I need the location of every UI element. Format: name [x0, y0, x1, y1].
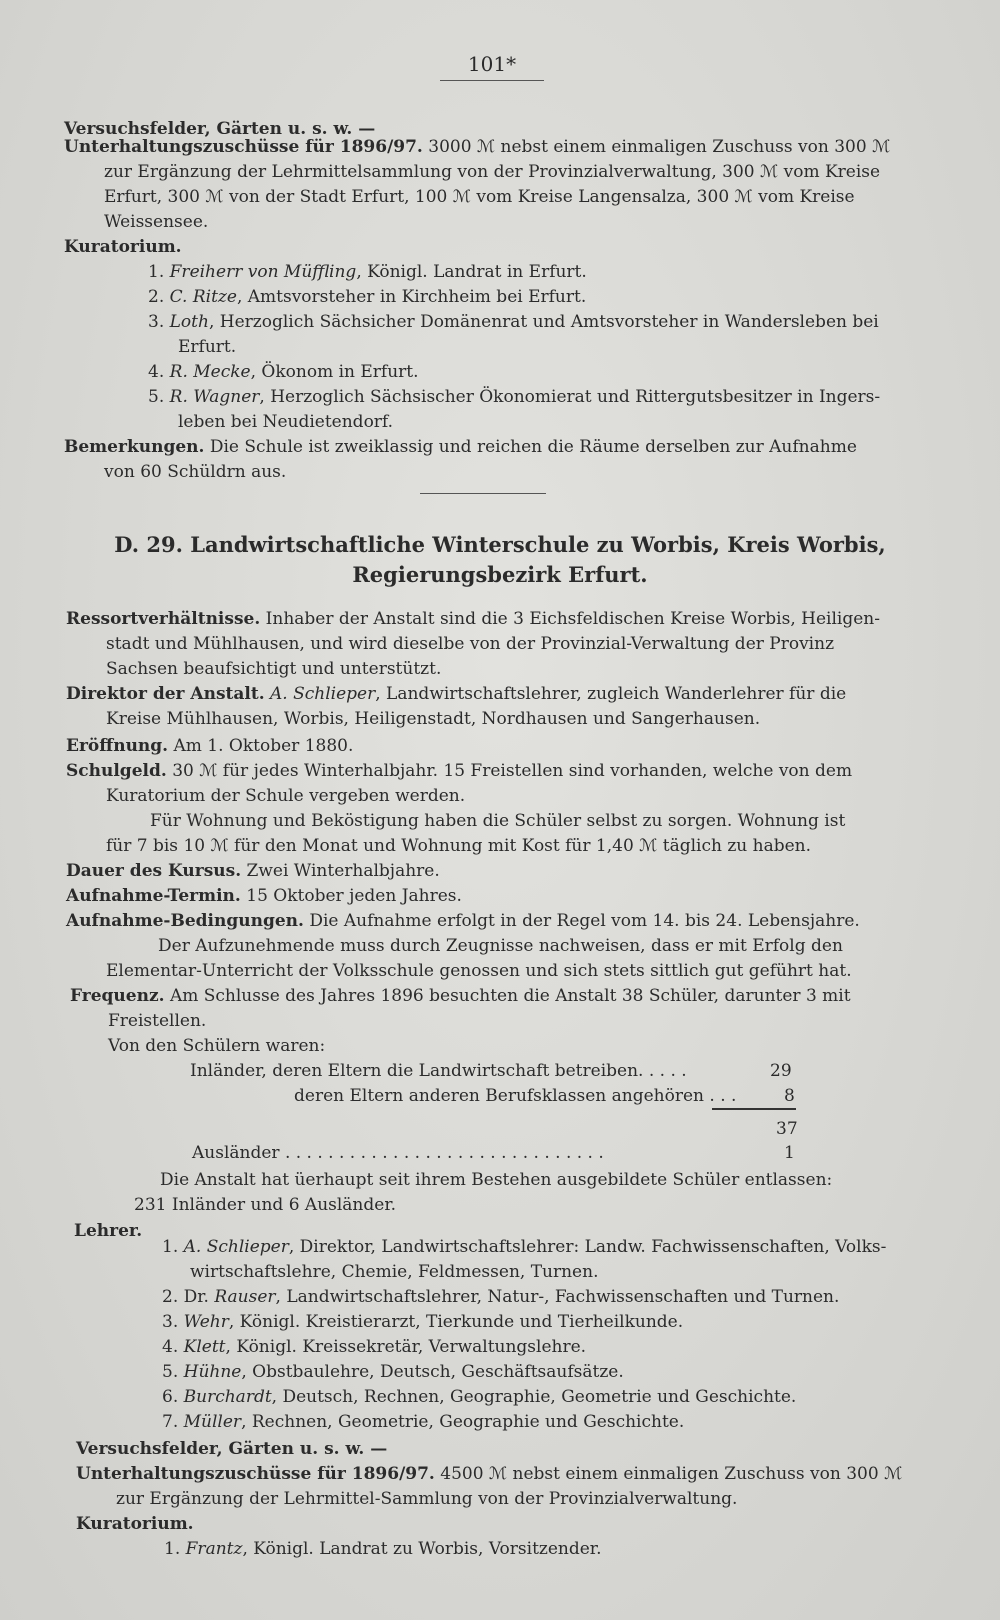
item-number: 5. — [162, 1362, 179, 1382]
person-name: Frantz — [185, 1539, 243, 1559]
schulgeld-line-2: Kuratorium der Schule vergeben werden. — [106, 786, 466, 806]
kuratorium-item — [148, 359, 419, 385]
versuchsfelder-heading-2: Versuchsfelder, Gärten u. s. w. — — [76, 1439, 388, 1459]
frequenz-line-1 — [70, 983, 851, 1009]
item-text: , Königl. Landrat zu Worbis, Vorsitzender. — [242, 1539, 602, 1559]
item-number: 3. — [148, 312, 165, 332]
lehrer-item — [162, 1234, 886, 1260]
item-text: , Königl. Kreissekretär, Verwaltungslehre. — [225, 1337, 587, 1357]
ressort-line-3: Sachsen beaufsichtigt und unterstützt. — [106, 659, 442, 679]
item-text: , Königl. Kreistierarzt, Tierkunde und Tierheilkunde. — [228, 1312, 684, 1332]
schulgeld-label: Schulgeld. — [66, 761, 167, 781]
item-number: 1. — [162, 1237, 179, 1257]
lehrer-item — [162, 1359, 624, 1385]
item-number: 4. — [148, 362, 165, 382]
frequenz-text: Am Schlusse des Jahres 1896 besuchten die Anstalt 38 Schüler, darunter 3 mit — [169, 986, 851, 1006]
frequenz-line-2: Freistellen. — [108, 1011, 207, 1031]
direktor-line-1 — [66, 681, 846, 707]
table-subtotal: 37 — [776, 1119, 798, 1139]
ressort-line-1 — [66, 606, 880, 632]
person-name: Rauser — [214, 1287, 276, 1307]
item-text: , Herzoglich Sächsicher Domänenrat und Amtsvorsteher in Wandersleben bei — [208, 312, 879, 332]
entlassen-line-2: 231 Inländer und 6 Ausländer. — [134, 1195, 396, 1215]
person-name: Hühne — [183, 1362, 242, 1382]
kuratorium-heading: Kuratorium. — [64, 237, 182, 257]
item-text: , Ökonom in Erfurt. — [250, 362, 419, 382]
frequenz-line-3: Von den Schülern waren: — [108, 1036, 326, 1056]
kuratorium-item — [148, 384, 880, 410]
page-number: 101* — [440, 52, 544, 81]
kuratorium-item-cont: leben bei Neudietendorf. — [178, 412, 394, 432]
ressort-label: Ressortverhältnisse. — [66, 609, 261, 629]
unterhalt-line-3: Erfurt, 300 ℳ von der Stadt Erfurt, 100 ℳ vom Kreise Langensalza, 300 ℳ vom Kreise — [104, 187, 855, 207]
frequenz-label: Frequenz. — [70, 986, 165, 1006]
person-name: Wehr — [183, 1312, 229, 1332]
termin-label: Aufnahme-Termin. — [66, 886, 241, 906]
kuratorium-item — [148, 309, 879, 335]
item-text: , Direktor, Landwirtschaftslehrer: Landw. Fachwissenschaften, Volks- — [288, 1237, 887, 1257]
person-name: Müller — [183, 1412, 242, 1432]
dauer-line — [66, 858, 440, 884]
kuratorium2-heading: Kuratorium. — [76, 1514, 194, 1534]
eroeffnung-text: Am 1. Oktober 1880. — [173, 736, 354, 756]
direktor-name: A. Schlieper — [270, 684, 376, 704]
unterhalt-label: Unterhaltungszuschüsse für 1896/97. — [64, 137, 423, 157]
unterhalt2-text: 4500 ℳ nebst einem einmaligen Zuschuss von 300 ℳ — [440, 1464, 903, 1484]
section-title-line-2: Regierungsbezirk Erfurt. — [352, 562, 648, 587]
item-number: 3. — [162, 1312, 179, 1332]
item-number: 1. — [148, 262, 165, 282]
unterhalt2-line-1 — [76, 1461, 902, 1487]
item-number: 5. — [148, 387, 165, 407]
direktor-text: , Landwirtschaftslehrer, zugleich Wanderlehrer für die — [375, 684, 847, 704]
kuratorium2-item — [164, 1536, 601, 1562]
person-name: Freiherr von Müffling — [169, 262, 357, 282]
table-row-value: 1 — [784, 1143, 795, 1163]
bedingungen-label: Aufnahme-Bedingungen. — [66, 911, 304, 931]
item-number: 2. — [148, 287, 165, 307]
dauer-label: Dauer des Kursus. — [66, 861, 242, 881]
bemerkungen-label: Bemerkungen. — [64, 437, 205, 457]
lehrer-item — [162, 1284, 839, 1310]
table-row-value: 29 — [770, 1061, 792, 1081]
bedingungen-line-2: Der Aufzunehmende muss durch Zeugnisse nachweisen, dass er mit Erfolg den — [158, 936, 843, 956]
item-text: , Landwirtschaftslehrer, Natur-, Fachwissenschaften und Turnen. — [275, 1287, 840, 1307]
direktor-label: Direktor der Anstalt. — [66, 684, 265, 704]
bemerkungen-line-1 — [64, 434, 857, 460]
kuratorium-item-cont: Erfurt. — [178, 337, 237, 357]
direktor-line-2: Kreise Mühlhausen, Worbis, Heiligenstadt, Nordhausen und Sangerhausen. — [106, 709, 761, 729]
schulgeld-line-4: für 7 bis 10 ℳ für den Monat und Wohnung mit Kost für 1,40 ℳ täglich zu haben. — [106, 836, 812, 856]
dauer-text: Zwei Winterhalbjahre. — [246, 861, 440, 881]
item-number: 1. — [164, 1539, 181, 1559]
section-title-line-1: D. 29. Landwirtschaftliche Winterschule zu Worbis, Kreis Worbis, — [114, 532, 886, 557]
termin-line — [66, 883, 462, 909]
person-name: R. Mecke — [169, 362, 251, 382]
bedingungen-line-1 — [66, 908, 860, 934]
eroeffnung-line — [66, 733, 353, 759]
item-text: , Deutsch, Rechnen, Geographie, Geometrie und Geschichte. — [271, 1387, 797, 1407]
ressort-text: Inhaber der Anstalt sind die 3 Eichsfeldischen Kreise Worbis, Heiligen- — [265, 609, 880, 629]
unterhalt-line-1 — [64, 134, 890, 160]
table-row-value: 8 — [784, 1086, 795, 1106]
kuratorium-item — [148, 284, 586, 310]
schulgeld-text: 30 ℳ für jedes Winterhalbjahr. 15 Freistellen sind vorhanden, welche von dem — [172, 761, 853, 781]
item-text: , Rechnen, Geometrie, Geographie und Geschichte. — [241, 1412, 685, 1432]
lehrer-heading: Lehrer. — [74, 1221, 143, 1241]
person-name: Burchardt — [183, 1387, 272, 1407]
person-name: Klett — [183, 1337, 226, 1357]
item-text: , Obstbaulehre, Deutsch, Geschäftsaufsätze. — [241, 1362, 624, 1382]
item-number: 4. — [162, 1337, 179, 1357]
section-divider — [420, 493, 546, 494]
item-number: 7. — [162, 1412, 179, 1432]
versuchsfelder-heading: Versuchsfelder, Gärten u. s. w. — — [64, 119, 376, 139]
bedingungen-line-3: Elementar-Unterricht der Volksschule genossen und sich stets sittlich gut geführt hat. — [106, 961, 852, 981]
unterhalt-line-2: zur Ergänzung der Lehrmittelsammlung von der Provinzialverwaltung, 300 ℳ vom Kreise — [104, 162, 881, 182]
sum-rule — [712, 1108, 796, 1110]
item-text: , Amtsvorsteher in Kirchheim bei Erfurt. — [236, 287, 587, 307]
table-row-label: Inländer, deren Eltern die Landwirtschaft betreiben. . . . . — [190, 1061, 687, 1081]
ressort-line-2: stadt und Mühlhausen, und wird dieselbe von der Provinzial-Verwaltung der Provinz — [106, 634, 835, 654]
person-name: R. Wagner — [169, 387, 260, 407]
eroeffnung-label: Eröffnung. — [66, 736, 169, 756]
item-number: 6. — [162, 1387, 179, 1407]
bemerkungen-text: Die Schule ist zweiklassig und reichen die Räume derselben zur Aufnahme — [209, 437, 857, 457]
item-text: , Königl. Landrat in Erfurt. — [356, 262, 587, 282]
lehrer-item — [162, 1334, 586, 1360]
entlassen-line-1: Die Anstalt hat üerhaupt seit ihrem Bestehen ausgebildete Schüler entlassen: — [160, 1170, 833, 1190]
kuratorium-item — [148, 259, 587, 285]
unterhalt2-label: Unterhaltungszuschüsse für 1896/97. — [76, 1464, 435, 1484]
person-name: C. Ritze — [169, 287, 237, 307]
lehrer-item — [162, 1309, 683, 1335]
bemerkungen-line-2: von 60 Schüldrn aus. — [104, 462, 287, 482]
schulgeld-line-3: Für Wohnung und Beköstigung haben die Schüler selbst zu sorgen. Wohnung ist — [150, 811, 846, 831]
unterhalt2-line-2: zur Ergänzung der Lehrmittel-Sammlung von der Provinzialverwaltung. — [116, 1489, 738, 1509]
item-text: , Herzoglich Sächsischer Ökonomierat und Rittergutsbesitzer in Ingers- — [259, 387, 881, 407]
schulgeld-line-1 — [66, 758, 852, 784]
title-prefix: Dr. — [183, 1287, 215, 1307]
lehrer-item — [162, 1384, 796, 1410]
item-number: 2. — [162, 1287, 179, 1307]
table-row-label: deren Eltern anderen Berufsklassen angehören . . . — [294, 1086, 737, 1106]
person-name: Loth — [169, 312, 209, 332]
lehrer-item-cont: wirtschaftslehre, Chemie, Feldmessen, Turnen. — [190, 1262, 599, 1282]
unterhalt-line-4: Weissensee. — [104, 212, 209, 232]
termin-text: 15 Oktober jeden Jahres. — [246, 886, 462, 906]
person-name: A. Schlieper — [183, 1237, 289, 1257]
table-row-label: Ausländer . . . . . . . . . . . . . . . . . . . . . . . . . . . . . . — [192, 1143, 604, 1163]
lehrer-item — [162, 1409, 684, 1435]
bedingungen-text: Die Aufnahme erfolgt in der Regel vom 14. bis 24. Lebensjahre. — [309, 911, 860, 931]
unterhalt-text: 3000 ℳ nebst einem einmaligen Zuschuss von 300 ℳ — [428, 137, 891, 157]
